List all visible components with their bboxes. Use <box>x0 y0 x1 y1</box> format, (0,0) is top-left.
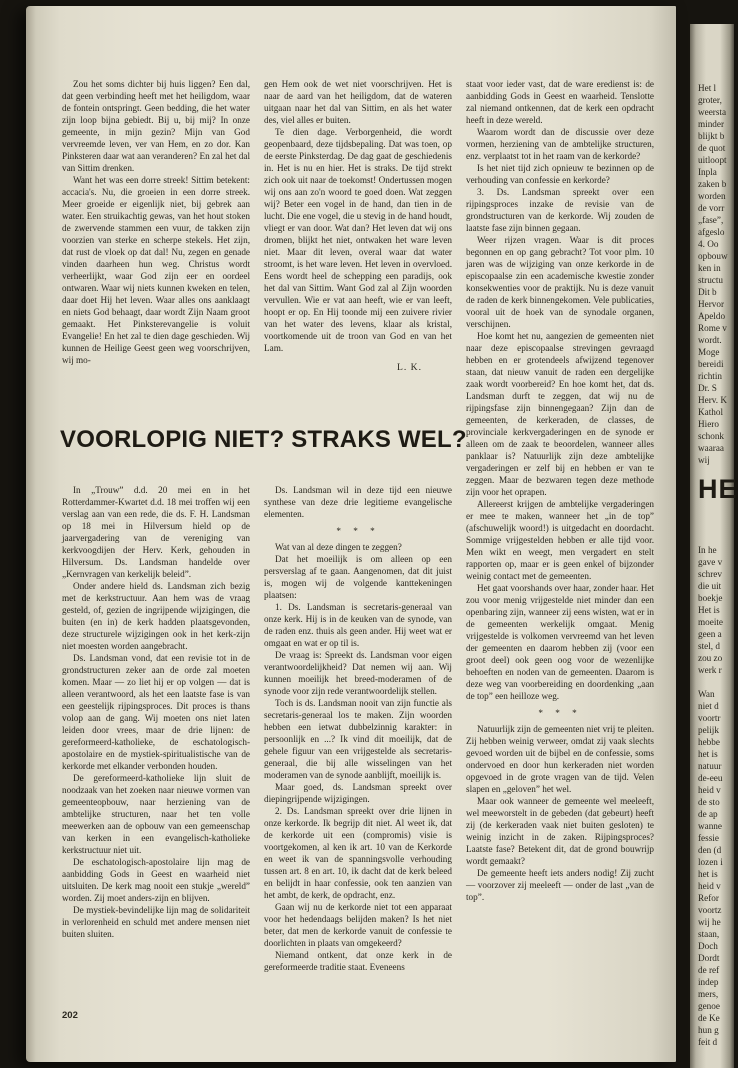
paragraph: de-eeu <box>698 773 723 783</box>
paragraph: feit d <box>698 1037 718 1047</box>
paragraph: Waarom wordt dan de discussie over deze vormen, herziening van de ambtelijke structuren, enz. verplaatst tot in het raam van de kerkorde? <box>466 127 654 161</box>
paragraph: hebbe <box>698 737 720 747</box>
paragraph: L. K. <box>397 362 422 373</box>
paragraph: minder <box>698 119 725 129</box>
paragraph: Zou het soms dichter bij huis liggen? Een dal, dat geen verbinding heeft met het heiligdom, waar de fontein ontspringt. Geen bedding, die het water zijn loop bijna gebiedt. Bij u, bij mij? In onze gemeente, in mijn gezin? Mijn van God vervreemde leven, ver van Hem, en zo dor. Kan Pinksteren daar wat aan veranderen? En zal het dal van Sittim drenken. <box>62 79 250 173</box>
paragraph: de ref <box>698 965 720 975</box>
paragraph: wanne <box>698 821 722 831</box>
paragraph: 2. Ds. Landsman spreekt over drie lijnen in onze kerkorde. Ik begrijp dit niet. Al weet ik, dat de kerkorde uit een (compromis) visie is voortgekomen, al ken ik art. 10 van de Kerkorde en weet ik van de spanningsvolle verhouding tussen art. 8 en art. 10, ik dacht dat de kerk beleed en belijdt in haar confessie, ook ten aanzien van het ambt, de kerk, de opdracht, enz. <box>264 806 452 900</box>
paragraph: Toch is ds. Landsman nooit van zijn functie als secretaris-generaal los te maken. Zijn woorden hebben een ietwat dubbelzinnig karakter: in persoonlijk en ...? Ik vind dit moeilijk, dat de gehele figuur van een vrijgestelde als secretaris-generaal, die bij alle wisselingen van het moderamen van de synode aanblijft, moeilijk is. <box>264 698 452 780</box>
paragraph: Dordt <box>698 953 720 963</box>
paragraph: Wan <box>698 689 715 699</box>
paragraph: staat voor ieder vast, dat de ware eredienst is: de aanbidding Gods in Geest en waarheid. Tenslotte zal niemand ontkennen, dat de kerk een opdracht heeft in deze wereld. <box>466 79 654 125</box>
paragraph: structu <box>698 275 724 285</box>
paragraph: Ds. Landsman vond, dat een revisie tot in de grondstructuren zeker aan de orde zal moeten komen. Maar — zo liet hij er op volgen — dat is alleen verantwoord, als het een laatste fase is van een geestelijk rijpingsproces. Dit proces is thans volop aan de gang. Wij moeten ons niet laten leiden door vrees, maar de drie lijnen: de gereformeerd-katholieke, de eschatologisch-apostolaire en de mystiek-spiritualistische van de kerkorde met elkander verbonden houden. <box>62 653 250 771</box>
paragraph: Het l <box>698 83 717 93</box>
clipped-headline: HE <box>698 474 738 504</box>
paragraph: * * * <box>336 526 380 536</box>
article-headline: VOORLOPIG NIET? STRAKS WEL? <box>60 426 467 453</box>
paragraph: de vorr <box>698 203 725 213</box>
paragraph: voortz <box>698 905 722 915</box>
paragraph: genoe <box>698 1001 720 1011</box>
paragraph: Maar goed, ds. Landsman spreekt over diepingrijpende wijzigingen. <box>264 782 452 804</box>
magazine-page <box>26 6 676 1062</box>
paragraph: worden <box>698 191 726 201</box>
paragraph: de quot <box>698 143 726 153</box>
paragraph: zaken b <box>698 179 727 189</box>
paragraph: gen Hem ook de wet niet voorschrijven. Het is naar de aard van het heiligdom, dat de wateren uitgaan naar het dal van Sittim, en als het water des, viel alles er buiten. <box>264 79 452 125</box>
top-article-column-1 <box>62 78 250 422</box>
main-article-column-3 <box>466 78 654 1016</box>
paragraph: schrev <box>698 569 722 579</box>
paragraph: pelijk <box>698 725 719 735</box>
paragraph: geen a <box>698 629 722 639</box>
paragraph: Hiero <box>698 419 719 429</box>
paragraph: natuur <box>698 761 722 771</box>
paragraph: Kathol <box>698 407 724 417</box>
paragraph: Het is <box>698 605 720 615</box>
paragraph: Allereerst krijgen de ambtelijke vergaderingen er mee te maken, wanneer het „in de top” (afschuwelijk woord!) is uitgedacht en doordacht. Sommige vrijgestelden hebben er alle tijd voor. Men wikt en weegt, men vergadert en stelt rapporten op, maar er is geen enkel of bijzonder weinig contact met de gemeenten. <box>466 499 654 581</box>
paragraph: mers, <box>698 989 719 999</box>
paragraph: Apeldo <box>698 311 726 321</box>
paragraph: Gaan wij nu de kerkorde niet tot een apparaat voor het hedendaags belijden maken? Is het niet beter, dat men de kerkorde vanuit de confessie te doorlichten in plaats van omgekeerd? <box>264 902 452 948</box>
paragraph: 1. Ds. Landsman is secretaris-generaal van onze kerk. Hij is in de keuken van de synode, van de raden enz. thuis als geen ander. Hij weet wat er omgaat en wat er op til is. <box>264 602 452 648</box>
paragraph: 4. Oo <box>698 239 719 249</box>
clipped-text-column-bottom <box>698 544 736 1050</box>
paragraph: Dit b <box>698 287 717 297</box>
paragraph <box>698 676 736 688</box>
paragraph: De mystiek-bevindelijke lijn mag de solidariteit in verlorenheid en schuld met andere mensen niet buiten sluiten. <box>62 905 250 939</box>
paragraph: gave v <box>698 557 723 567</box>
paragraph: waaraa <box>698 443 725 453</box>
paragraph: * * * <box>538 708 582 718</box>
paragraph: 3. Ds. Landsman spreekt over een rijpingsproces inzake de revisie van de grondstructuren van de kerkorde. Wij zouden de laatste fase zijn binnen gegaan. <box>466 187 654 233</box>
paragraph: Is het niet tijd zich opnieuw te bezinnen op de verhouding van confessie en kerkorde? <box>466 163 654 185</box>
paragraph: Wat van al deze dingen te zeggen? <box>275 542 402 552</box>
paragraph: In „Trouw” d.d. 20 mei en in het Rotterdammer-Kwartet d.d. 18 mei troffen wij een verslag aan van een rede, die ds. F. H. Landsman op 18 mei in Hilversum hield op de jaarvergadering van de vereniging van kerkvoogdijen der Herv. Kerk, gehouden in Hilversum. Ds. Landsman handelde over „Kernvragen van kerkelijk beleid”. <box>62 485 250 579</box>
paragraph: boekje <box>698 593 723 603</box>
main-article-column-2 <box>264 484 452 1016</box>
paragraph: indep <box>698 977 719 987</box>
paragraph: Maar ook wanneer de gemeente wel meeleeft, wel meeworstelt in de gebeden (dat gebeurt) heeft zij (de kerkeraden vaak niet buiten gesloten) te weinig inzicht in de zaken. Rijpingsproces? Laatste fase? Betekent dit, dat de grond bouwrijp wordt gemaakt? <box>466 796 654 866</box>
paragraph: In he <box>698 545 717 555</box>
paragraph: Inpla <box>698 167 717 177</box>
paragraph: wordt. <box>698 335 722 345</box>
paragraph: afgeslo <box>698 227 725 237</box>
paragraph: De gemeente heeft iets anders nodig! Zij zucht — voorzover zij meeleeft — onder de last „van de top”. <box>466 868 654 902</box>
paragraph: Dr. S <box>698 383 717 393</box>
paragraph: voortr <box>698 713 721 723</box>
paragraph: weersta <box>698 107 727 117</box>
page-number: 202 <box>62 1010 78 1021</box>
paragraph: Doch <box>698 941 718 951</box>
paragraph: stel, d <box>698 641 720 651</box>
paragraph: het is <box>698 869 718 879</box>
paragraph: Want het was een dorre streek! Sittim betekent: accacia's. Nu, die groeien in een dorre streek. Meer groeide er eigenlijk niet, bij gebrek aan water. Een struikachtig gewas, van het hout stoken de zwervende stammen een vuur, de takken zijn voorzien van sterke en scherpe stekels. Het zijn, dat rust de vloek op dat dal! Nu, zegen en genade vinden daarheen hun weg. Christus wordt verheerlijkt, waar God zijn eer en oordeel ontwaren. Waar wij niets kunnen kweken en telen, daar doet Hij het leven. Waar alles ons aanklaagt en niets God behaagt, daar wordt Zijn Naam groot gemaakt. Het Pinksterevangelie is voluit Evangelie! En het zal te dien dage geschieden. Wij kunnen de Heilige Geest geen weg voorschrijven, wij mo- <box>62 175 250 365</box>
paragraph: de sto <box>698 797 720 807</box>
paragraph: De eschatologisch-apostolaire lijn mag de aanbidding Gods in Geest en waarheid niet uitsluiten. De kerk mag nooit een stukje „wereld” worden. Zij moet anders-zijn en blijven. <box>62 857 250 903</box>
paragraph: Rome v <box>698 323 727 333</box>
paragraph: wij he <box>698 917 721 927</box>
paragraph: uitloopt <box>698 155 727 165</box>
paragraph: staan, <box>698 929 720 939</box>
paragraph: hun g <box>698 1025 719 1035</box>
clipped-text-column-top <box>698 82 736 465</box>
paragraph: het is <box>698 749 718 759</box>
paragraph: schonk <box>698 431 725 441</box>
paragraph: heid v <box>698 785 721 795</box>
paragraph: zou zo <box>698 653 723 663</box>
paragraph: „fase”, <box>698 215 724 225</box>
paragraph: Te dien dage. Verborgenheid, die wordt geopenbaard, deze tijdsbepaling. Dat was toen, op de eerste Pinksterdag. De dag gaat de geschiedenis in. Het is nu en hier. Het is straks. De tijd strekt zich ook uit naar de toekomst! Ondertussen mogen wij ons aan zo'n woord te goed doen. Wat zeggen wij? Beter een vogel in de hand, dan tien in de lucht. Die ene vogel, die u stevig in de hand houdt, vliegt er van door. Wat dan? Het leven dat wij ons dromen, blijkt het niet, ontwaken het ware leven niet. Maar dit leven, overal waar dat water stroomt, is het ware leven. Het leven in overvloed. Eens wordt heel de schepping een paradijs, ook het dal van Sittim. Want God zal al Zijn woorden vervullen. Wie er vat aan heeft, wie er van leeft, hoopt er op. En Hij toonde mij een zuivere rivier van het water des levens, klaar als kristal, voortkomende uit de troon van God en van het Lam. <box>264 127 452 353</box>
paragraph: Moge <box>698 347 720 357</box>
paragraph: Dat het moeilijk is om alleen op een persverslag af te gaan. Aangenomen, dat dit juist is, mogen wij de volgende kanttekeningen plaatsen: <box>264 554 452 600</box>
paragraph: opbouw <box>698 251 728 261</box>
paragraph: werk r <box>698 665 722 675</box>
paragraph: Herv. K <box>698 395 727 405</box>
paragraph: De gereformeerd-katholieke lijn sluit de noodzaak van het zoeken naar nieuwe vormen van gemeenteopbouw, naar herziening van de ambtelijke structuren, naar het ten volle meewerken aan de opbouw van een gemeenschap van kerken in een evangelisch-katholieke kerkstructuur niet uit. <box>62 773 250 855</box>
paragraph: Hoe komt het nu, aangezien de gemeenten niet naar deze episcopaalse strevingen gevraagd hebben en er grotendeels afwijzend tegenover staan, dat nieuw vanuit de raden een dergelijke zaak wordt voorbereid? En hoe komt het, dat ds. Landsman durft te zeggen, dat wij nu de rijpingsfase zijn binnengegaan? Zijn dan de gemeenten, de kerkeraden, de classes, de provinciale kerkvergaderingen en de synode er alleen om de zaak te beoordelen, wanneer alles panklaar is? Natuurlijk zijn deze ambtelijke vergaderingen er zelf bij en hebben er van te zeggen. Maar de bezwaren tegen deze methode zijn voor het oprapen. <box>466 331 654 497</box>
top-article-column-2 <box>264 78 452 422</box>
paragraph: De vraag is: Spreekt ds. Landsman voor eigen verantwoordelijkheid? Dat nemen wij aan. Wij kunnen moeilijk het breed-moderamen of de synode voor zijn rede verantwoordelijk stellen. <box>264 650 452 696</box>
paragraph: de Ke <box>698 1013 720 1023</box>
paragraph: Hervor <box>698 299 725 309</box>
paragraph: die uit <box>698 581 722 591</box>
paragraph: Natuurlijk zijn de gemeenten niet vrij te pleiten. Zij hebben weinig verweer, omdat zij vaak slechts gevoed worden uit de bijbel en de confessie, soms ondervoed en door hun kerkeraden niet worden opgevoed in de grote vragen van de tijd. Velen slapen en „geloven” het wel. <box>466 724 654 794</box>
main-article-column-1 <box>62 484 250 1016</box>
paragraph: blijkt b <box>698 131 725 141</box>
paragraph: Refor <box>698 893 719 903</box>
paragraph: ken in <box>698 263 721 273</box>
paragraph: de ap <box>698 809 718 819</box>
paragraph: Weer rijzen vragen. Waar is dit proces begonnen en op gang gebracht? Tot voor plm. 10 jaren was de wijziging van onze kerkorde in de episcopaalse zin een academische kwestie zonder konsekwenties voor de praktijk. Nu is deze vanuit de raden de kerk binnengekomen. Vele publicaties, vooral uit de hoek van de synodale organen, verschijnen. <box>466 235 654 329</box>
paragraph: niet d <box>698 701 719 711</box>
paragraph: groter, <box>698 95 722 105</box>
adjacent-page-edge <box>690 24 738 1068</box>
paragraph: heid v <box>698 881 721 891</box>
paragraph: wij <box>698 455 710 465</box>
paragraph: Ds. Landsman wil in deze tijd een nieuwe synthese van deze drie legitieme evangelische elementen. <box>264 485 452 519</box>
paragraph: lozen i <box>698 857 723 867</box>
paragraph: fessie <box>698 833 719 843</box>
paragraph: Niemand ontkent, dat onze kerk in de gereformeerde traditie staat. Eveneens <box>264 950 452 972</box>
paragraph: richtin <box>698 371 722 381</box>
paragraph: bereidi <box>698 359 724 369</box>
paragraph: den (d <box>698 845 722 855</box>
paragraph: Onder andere hield ds. Landsman zich bezig met de kerkstructuur. Aan hem was de vraag gesteld, of, gezien de ingrijpende wijzigingen, die buiten (en in) de kerk hadden plaatsgevonden, deze structurele wijzigingen ook in het kerk-zijn niet moesten worden aangebracht. <box>62 581 250 651</box>
paragraph: moeite <box>698 617 724 627</box>
paragraph: Het gaat voorshands over haar, zonder haar. Het zou voor menig vrijgestelde niet minder dan een openbaring zijn, wanneer zij eens wisten, wat er in de gemeenten werkelijk omgaat. Menig vrijgestelde is volkomen vervreemd van het leven der gemeenten en daarom hebben zij (voor een groot deel) ook geen oog voor de wezenlijke behoeften en noden van de gemeenten. Daarom is deze weg van voorbereiding en doordenking „aan de top” een heilloze weg. <box>466 583 654 701</box>
